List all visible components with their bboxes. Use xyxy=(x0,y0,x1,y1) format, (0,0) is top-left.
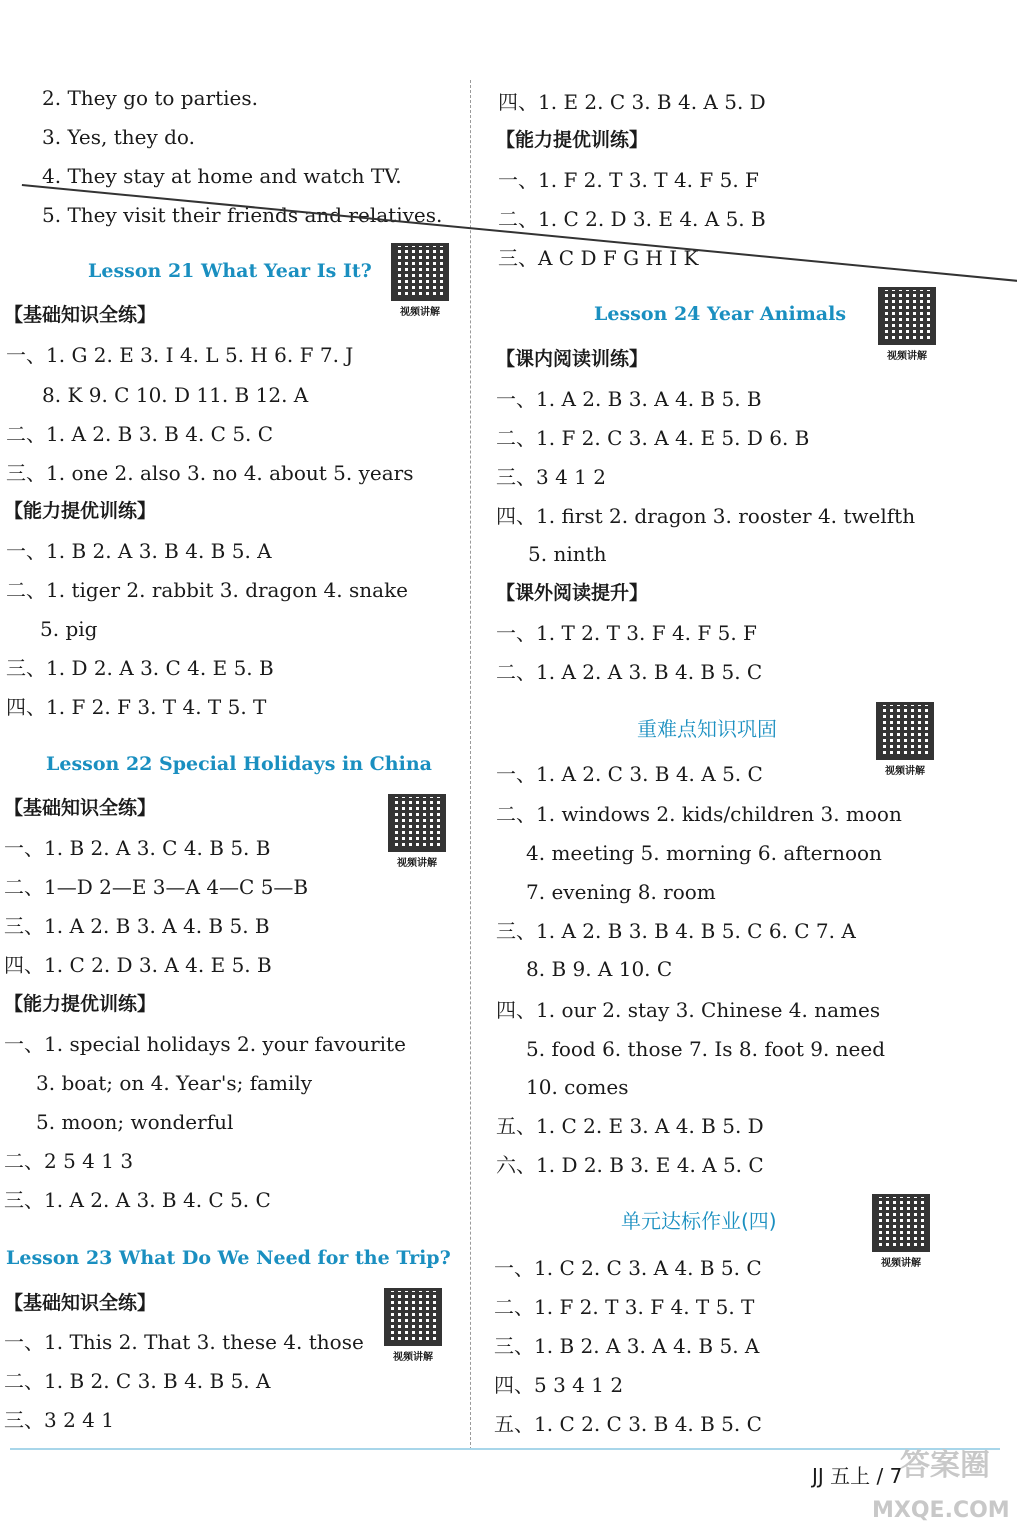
qr-label: 视频讲解 xyxy=(397,858,437,869)
answer-line: 8. B 9. A 10. C xyxy=(526,957,673,981)
answer-line: 3. boat; on 4. Year's; family xyxy=(36,1071,313,1095)
answer-line: 5. moon; wonderful xyxy=(36,1110,234,1134)
answer-line: 一、1. B 2. A 3. C 4. B 5. B xyxy=(4,836,271,860)
lesson-24-title: Lesson 24 Year Animals xyxy=(594,303,847,325)
answer-line: 二、1. B 2. C 3. B 4. B 5. A xyxy=(4,1369,271,1393)
answer-line: 4. They stay at home and watch TV. xyxy=(42,164,402,188)
qr-code-icon xyxy=(391,243,449,301)
section-heading: 【基础知识全练】 xyxy=(4,797,157,819)
qr-code-icon xyxy=(384,1288,442,1346)
answer-line: 二、1. F 2. C 3. A 4. E 5. D 6. B xyxy=(496,426,810,450)
qr-code-icon xyxy=(388,794,446,852)
answer-line: 三、1. one 2. also 3. no 4. about 5. years xyxy=(6,461,414,485)
answer-line: 三、1. A 2. B 3. B 4. B 5. C 6. C 7. A xyxy=(496,919,856,943)
answer-line: 五、1. C 2. C 3. B 4. B 5. C xyxy=(494,1412,762,1436)
qr-code-lesson-24[interactable] xyxy=(874,287,940,362)
qr-code-icon xyxy=(872,1194,930,1252)
section-heading: 【能力提优训练】 xyxy=(4,993,157,1015)
answer-line: 三、3 4 1 2 xyxy=(496,465,606,489)
lesson-23-title: Lesson 23 What Do We Need for the Trip? xyxy=(6,1247,451,1269)
answer-line: 5. food 6. those 7. Is 8. foot 9. need xyxy=(526,1037,886,1061)
section-heading: 【能力提优训练】 xyxy=(4,500,157,522)
section-heading: 【基础知识全练】 xyxy=(4,304,157,326)
qr-label: 视频讲解 xyxy=(400,307,440,318)
qr-code-icon xyxy=(876,702,934,760)
answer-line: 三、1. A 2. B 3. A 4. B 5. B xyxy=(4,914,270,938)
qr-label: 视频讲解 xyxy=(881,1258,921,1269)
section-heading: 【课内阅读训练】 xyxy=(496,348,649,370)
answer-line: 六、1. D 2. B 3. E 4. A 5. C xyxy=(496,1153,764,1177)
answer-line: 一、1. This 2. That 3. these 4. those xyxy=(4,1330,364,1354)
qr-label: 视频讲解 xyxy=(887,351,927,362)
answer-line: 三、3 2 4 1 xyxy=(4,1408,114,1432)
qr-label: 视频讲解 xyxy=(393,1352,433,1363)
answer-line: 四、5 3 4 1 2 xyxy=(494,1373,624,1397)
answer-line: 四、1. our 2. stay 3. Chinese 4. names xyxy=(496,998,881,1022)
answer-line: 二、1. A 2. B 3. B 4. C 5. C xyxy=(6,422,274,446)
answer-line: 四、1. C 2. D 3. A 4. E 5. B xyxy=(4,953,272,977)
lesson-22-title: Lesson 22 Special Holidays in China xyxy=(46,753,432,775)
answer-line: 一、1. G 2. E 3. I 4. L 5. H 6. F 7. J xyxy=(6,343,354,367)
answer-line: 三、1. D 2. A 3. C 4. E 5. B xyxy=(6,656,274,680)
section-heading: 【课外阅读提升】 xyxy=(496,582,649,604)
answer-line: 一、1. A 2. B 3. A 4. B 5. B xyxy=(496,387,762,411)
answer-line: 5. ninth xyxy=(528,542,607,566)
answer-line: 5. They visit their friends and relatives. xyxy=(42,203,443,227)
watermark-logo: 答案圈 xyxy=(900,1448,990,1483)
answer-line: 4. meeting 5. morning 6. afternoon xyxy=(526,841,882,865)
answer-line: 二、1. A 2. A 3. B 4. B 5. C xyxy=(496,660,763,684)
answer-line: 二、1. F 2. T 3. F 4. T 5. T xyxy=(494,1295,755,1319)
footer-rule xyxy=(10,1448,1000,1450)
section-heading: 【能力提优训练】 xyxy=(496,129,649,151)
qr-code-review[interactable] xyxy=(872,702,938,777)
answer-line: 一、1. B 2. A 3. B 4. B 5. A xyxy=(6,539,272,563)
qr-code-lesson-22[interactable] xyxy=(384,794,450,869)
answer-line: 二、2 5 4 1 3 xyxy=(4,1149,134,1173)
answer-line: 三、A C D F G H I K xyxy=(498,246,699,270)
lesson-21-title: Lesson 21 What Year Is It? xyxy=(88,260,372,282)
answer-line: 四、1. E 2. C 3. B 4. A 5. D xyxy=(498,90,766,114)
answer-line: 2. They go to parties. xyxy=(42,86,258,110)
answer-line: 三、1. A 2. A 3. B 4. C 5. C xyxy=(4,1188,271,1212)
column-divider xyxy=(470,80,471,1450)
answer-line: 一、1. T 2. T 3. F 4. F 5. F xyxy=(496,621,757,645)
watermark-url: MXQE.COM xyxy=(872,1498,1010,1523)
qr-code-lesson-23[interactable] xyxy=(380,1288,446,1363)
unit-test-title: 单元达标作业(四) xyxy=(621,1209,777,1233)
qr-code-unit-test[interactable] xyxy=(868,1194,934,1269)
answer-line: 一、1. A 2. C 3. B 4. A 5. C xyxy=(496,762,763,786)
qr-label: 视频讲解 xyxy=(885,766,925,777)
qr-code-icon xyxy=(878,287,936,345)
page-number: JJ 五上 / 7 xyxy=(812,1464,903,1488)
answer-line: 7. evening 8. room xyxy=(526,880,716,904)
answer-line: 二、1. tiger 2. rabbit 3. dragon 4. snake xyxy=(6,578,409,602)
answer-line: 四、1. first 2. dragon 3. rooster 4. twelfth xyxy=(496,504,916,528)
answer-line: 3. Yes, they do. xyxy=(42,125,195,149)
answer-line: 二、1—D 2—E 3—A 4—C 5—B xyxy=(4,875,309,899)
answer-line: 一、1. F 2. T 3. T 4. F 5. F xyxy=(498,168,759,192)
answer-line: 一、1. special holidays 2. your favourite xyxy=(4,1032,406,1056)
answer-line: 三、1. B 2. A 3. A 4. B 5. A xyxy=(494,1334,760,1358)
answer-line: 二、1. windows 2. kids/children 3. moon xyxy=(496,802,902,826)
answer-line: 8. K 9. C 10. D 11. B 12. A xyxy=(42,383,309,407)
answer-line: 五、1. C 2. E 3. A 4. B 5. D xyxy=(496,1114,764,1138)
answer-line: 10. comes xyxy=(526,1075,629,1099)
answer-line: 一、1. C 2. C 3. A 4. B 5. C xyxy=(494,1256,762,1280)
answer-line: 四、1. F 2. F 3. T 4. T 5. T xyxy=(6,695,267,719)
answer-line: 5. pig xyxy=(40,617,98,641)
review-title: 重难点知识巩固 xyxy=(637,717,777,741)
answer-line: 二、1. C 2. D 3. E 4. A 5. B xyxy=(498,207,766,231)
qr-code-lesson-21[interactable] xyxy=(387,243,453,318)
section-heading: 【基础知识全练】 xyxy=(4,1292,157,1314)
